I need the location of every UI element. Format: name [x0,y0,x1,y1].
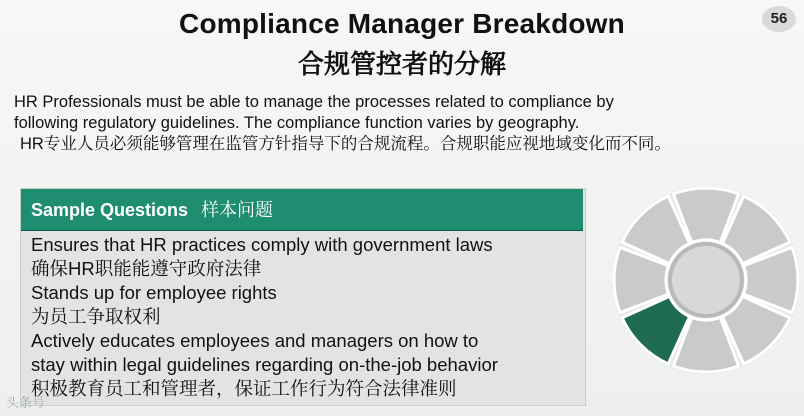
question-line: 为员工争取权利 [31,306,161,327]
sample-questions-header [21,189,583,231]
slide-title-zh: 合规管控者的分解 [297,49,506,79]
sample-questions-title-zh: 样本问题 [201,200,274,220]
sample-questions-title-en: Sample Questions [31,200,189,220]
watermark: 头条号 [6,395,46,410]
question-line: 积极教育员工和管理者，保证工作行为符合法律准则 [31,378,457,399]
question-line: Ensures that HR practices comply with government laws [31,234,493,255]
question-line: Stands up for employee rights [31,282,277,303]
intro-zh-line: HR专业人员必须能够管理在监管方针指导下的合规流程。合规职能应视地域变化而不同。 [20,135,671,153]
intro-en-line-1: HR Professionals must be able to manage the processes related to compliance by [14,93,614,111]
question-line: stay within legal guidelines regarding on-the-job behavior [31,354,498,375]
question-line: Actively educates employees and managers on how to [31,330,479,351]
question-line: 确保HR职能能遵守政府法律 [31,258,262,279]
sample-questions-list [31,233,581,401]
slide-title-en: Compliance Manager Breakdown [179,8,625,39]
sample-questions-box [20,188,586,406]
intro-text [14,92,734,155]
page-number-badge: 56 [762,6,796,32]
role-wheel-diagram [608,176,804,392]
role-wheel-center [672,246,740,314]
intro-en-line-2: following regulatory guidelines. The compliance function varies by geography. [14,114,580,132]
